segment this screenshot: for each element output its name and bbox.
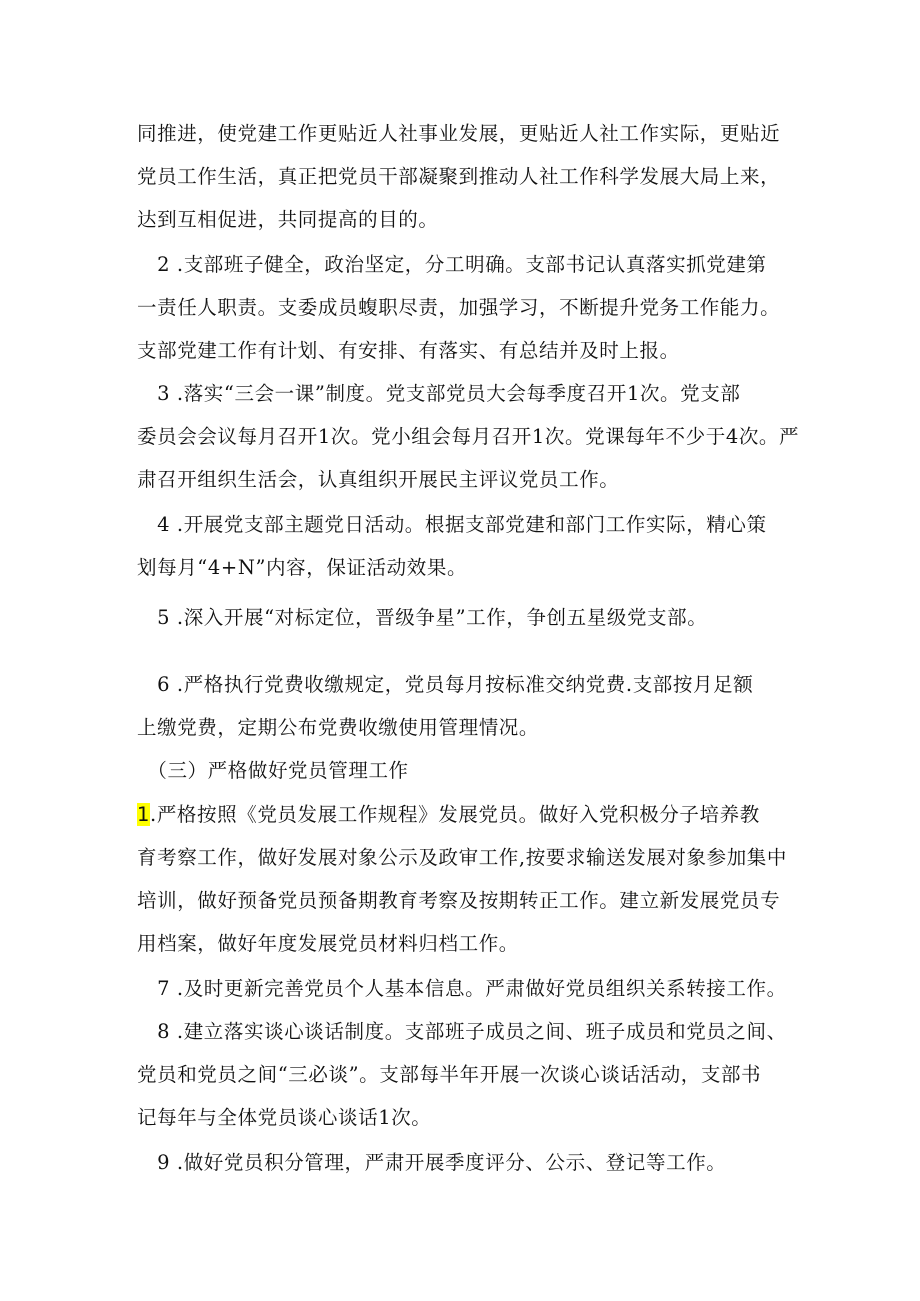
- text-line: 4 .开展党支部主题党日活动。根据支部党建和部门工作实际，精心策: [137, 513, 767, 536]
- paragraph-item-9: [137, 1141, 797, 1184]
- text-line: 划每月“4+N”内容，保证活动效果。: [137, 556, 468, 579]
- text-line: 党员和党员之间“三必谈”。支部每半年开展一次谈心谈话活动，支部书: [137, 1063, 762, 1086]
- paragraph-continuation: [137, 112, 797, 241]
- text-line: 用档案，做好年度发展党员材料归档工作。: [137, 932, 519, 955]
- paragraph-item-6: [137, 663, 797, 749]
- text-line: 一责任人职责。支委成员蝮职尽责，加强学习，不断提升党务工作能力。: [137, 296, 781, 319]
- text-line: 委员会会议每月召开1次。党小组会每月召开1次。党课每年不少于4次。严: [137, 425, 800, 448]
- text-line: 培训，做好预备党员预备期教育考察及按期转正工作。建立新发展党员专: [137, 889, 781, 912]
- text-line: 上缴党费，定期公布党费收缴使用管理情况。: [137, 716, 540, 739]
- section-heading: [137, 749, 797, 792]
- paragraph-item-2: [137, 243, 797, 372]
- paragraph-item-8: [137, 1010, 797, 1139]
- text-line: 党员工作生活，真正把党员干部凝聚到推动人社工作科学发展大局上来，: [137, 165, 781, 188]
- text-line: 9 .做好党员积分管理，严肃开展季度评分、公示、登记等工作。: [137, 1151, 727, 1174]
- text-line: 5 .深入开展“对标定位，晋级争星”工作，争创五星级党支部。: [137, 606, 708, 629]
- paragraph-item-4: [137, 503, 797, 589]
- highlighted-number: 1: [137, 803, 151, 826]
- text-line: 3 .落实“三会一课”制度。党支部党员大会每季度召开1次。党支部: [137, 382, 741, 405]
- text-line: 肃召开组织生活会，认真组织开展民主评议党员工作。: [137, 468, 620, 491]
- text-line: 支部党建工作有计划、有安排、有落实、有总结并及时上报。: [137, 339, 680, 362]
- text-fragment: .严格按照《党员发展工作规程》发展党员。做好入党积极分子培养教: [150, 803, 760, 826]
- paragraph-item-1-highlighted: [137, 793, 797, 965]
- text-line: [137, 793, 797, 836]
- text-line: 记每年与全体党员谈心谈话1次。: [137, 1106, 432, 1129]
- paragraph-item-5: [137, 596, 797, 639]
- heading-text: （三）严格做好党员管理工作: [137, 759, 409, 782]
- paragraph-item-3: [137, 372, 800, 501]
- text-line: 7 .及时更新完善党员个人基本信息。严肃做好党员组织关系转接工作。: [137, 977, 787, 1000]
- paragraph-item-7: [137, 967, 797, 1010]
- text-line: 同推进，使党建工作更贴近人社事业发展，更贴近人社工作实际，更贴近: [137, 122, 781, 145]
- text-line: 6 .严格执行党费收缴规定，党员每月按标准交纳党费.支部按月足额: [137, 673, 754, 696]
- text-line: 育考察工作，做好发展对象公示及政审工作,按要求输送发展对象参加集中: [137, 846, 787, 869]
- text-line: 达到互相促进，共同提高的目的。: [137, 208, 439, 231]
- text-line: 2 .支部班子健全，政治坚定，分工明确。支部书记认真落实抓党建第: [137, 253, 767, 276]
- text-line: 8 .建立落实谈心谈话制度。支部班子成员之间、班子成员和党员之间、: [137, 1020, 787, 1043]
